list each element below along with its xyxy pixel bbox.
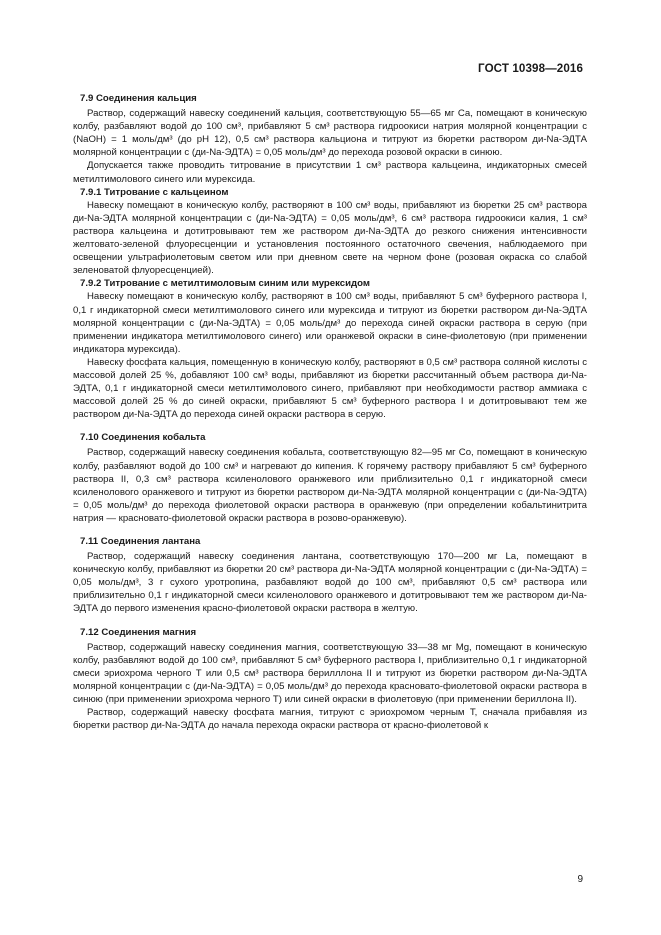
document-body — [73, 92, 587, 732]
paragraph: Раствор, содержащий навеску соединений кальция, соответствующую 55—65 мг Ca, помещают в коническую колбу, разбавляют водой до 100 см³, прибавляют 5 см³ раствора гидроокиси натрия молярной концентрации с (NaOH) = 1 моль/дм³ (до pH 12), 0,5 см³ раствора кальциона и титруют из бюретки раствором ди-Na-ЭДТА молярной концентрации с (ди-Na-ЭДТА) = 0,05 моль/дм³ до перехода розовой окраски в синюю. — [73, 108, 587, 159]
paragraph: Навеску помещают в коническую колбу, растворяют в 100 см³ воды, прибавляют 5 см³ буферного раствора I, 0,1 г индикаторной смеси метилтимолового синего или мурексида и титруют из бюретки раствором ди-Na-ЭДТА молярной концентрации с (ди-Na-ЭДТА) = 0,05 моль/дм³ до перехода синей окраски раствора в серую (при применении индикатора метилтимолового синего) или оранжевой окраски в сине-фиолетовую (при применении индикатора мурексида). — [73, 291, 587, 355]
paragraph: Допускается также проводить титрование в присутствии 1 см³ раствора кальцеина, индикаторных смесей метилтимолового синего или мурексида. — [73, 160, 587, 185]
spacer — [73, 616, 587, 626]
paragraph: Раствор, содержащий навеску соединения магния, соответствующую 33—38 мг Mg, помещают в коническую колбу, разбавляют водой до 100 см³, прибавляют 5 см³ буферного раствора I, приблизительно 0,1 г индикаторной смеси эриохрома черного Т или 0,5 см³ раствора берилллона II и титруют из бюретки раствором ди-Na-ЭДТА молярной концентрации с (ди-Na-ЭДТА) = 0,05 моль/дм³ до перехода красновато-фиолетовой окраски раствора в синюю (при применении эриохрома черного Т) или синей окраски в фиолетовую (при применении бериллона II). — [73, 641, 587, 706]
paragraph: Навеску фосфата кальция, помещенную в коническую колбу, растворяют в 0,5 см³ раствора соляной кислоты с массовой долей 25 %, добавляют 100 см³ воды, прибавляют из бюретки рассчитанный объем раствора ди-Na-ЭДТА, 0,1 г индикаторной смеси метилтимолового синего, прибавляют при необходимости раствор аммиака с массовой долей 25 % до синей окраски, прибавляют 5 см³ буферного раствора I и дотитровывают тем же раствором ди-Na-ЭДТА до перехода синей окраски раствора в серую. — [73, 356, 587, 421]
section-heading-7-10: 7.10 Соединения кобальта — [80, 432, 206, 444]
section-heading-7-9-2: 7.9.2 Титрование с метилтимоловым синим или мурексидом — [80, 278, 370, 290]
paragraph: Навеску помещают в коническую колбу, растворяют в 100 см³ воды, прибавляют из бюретки 25 см³ раствора ди-Na-ЭДТА молярной концентрации с (ди-Na-ЭДТА) = 0,05 моль/дм³, 6 см³ раствора гидроокиси калия, 1 см³ раствора кальцеина и дотитровывают тем же раствором ди-Na-ЭДТА до резкого снижения интенсивности желтовато-зеленой флуоресценции и установления постоянного остаточного свечения, наблюдаемого при освещении ультрафиолетовым светом или при дневном свете на черном фоне (розовая окраска со слабой зеленоватой флуоресценцией). — [73, 199, 587, 277]
paragraph: Раствор, содержащий навеску соединения лантана, соответствующую 170—200 мг La, помещают в коническую колбу, прибавляют из бюретки 20 см³ раствора ди-Na-ЭДТА молярной концентрации с (ди-Na-ЭДТА) = 0,05 моль/дм³, 3 г сухого уротропина, разбавляют водой до 100 см³, прибавляют 0,5 см³ раствора или приблизительно 0,1 г индикаторной смеси ксиленолового оранжевого и дотитровывают тем же раствором ди-Na-ЭДТА до первого изменения красно-фиолетовой окраски раствора в желтую. — [73, 551, 587, 615]
section-heading-7-9-1: 7.9.1 Титрование с кальцеином — [80, 186, 229, 198]
paragraph: Раствор, содержащий навеску фосфата магния, титруют с эриохромом черным Т, сначала прибавляя из бюретки раствор ди-Na-ЭДТА до начала перехода окраски раствора от красно-фиолетовой к — [73, 707, 587, 732]
spacer — [73, 421, 587, 431]
paragraph: Раствор, содержащий навеску соединения кобальта, соответствующую 82—95 мг Co, помещают в коническую колбу, разбавляют водой до 100 см³ и нагревают до кипения. К горячему раствору прибавляют 5 см³ буферного раствора II, 0,3 см³ раствора ксиленолового оранжевого или приблизительно 0,1 г индикаторной смеси ксиленолового оранжевого и титруют из бюретки раствором ди-Na-ЭДТА молярной концентрации с (ди-Na-ЭДТА) = 0,05 моль/дм³ до перехода фиолетовой окраски раствора в оранжевую (при определении кобальтинитрита натрия — красновато-фиолетовой окраски раствора в розово-оранжевую). — [73, 447, 587, 524]
section-heading-7-9: 7.9 Соединения кальция — [80, 93, 197, 104]
section-heading-7-12: 7.12 Соединения магния — [80, 626, 197, 638]
spacer — [73, 525, 587, 535]
standard-header: ГОСТ 10398—2016 — [478, 62, 583, 75]
page-number: 9 — [577, 874, 583, 885]
section-heading-7-11: 7.11 Соединения лантана — [80, 536, 201, 547]
